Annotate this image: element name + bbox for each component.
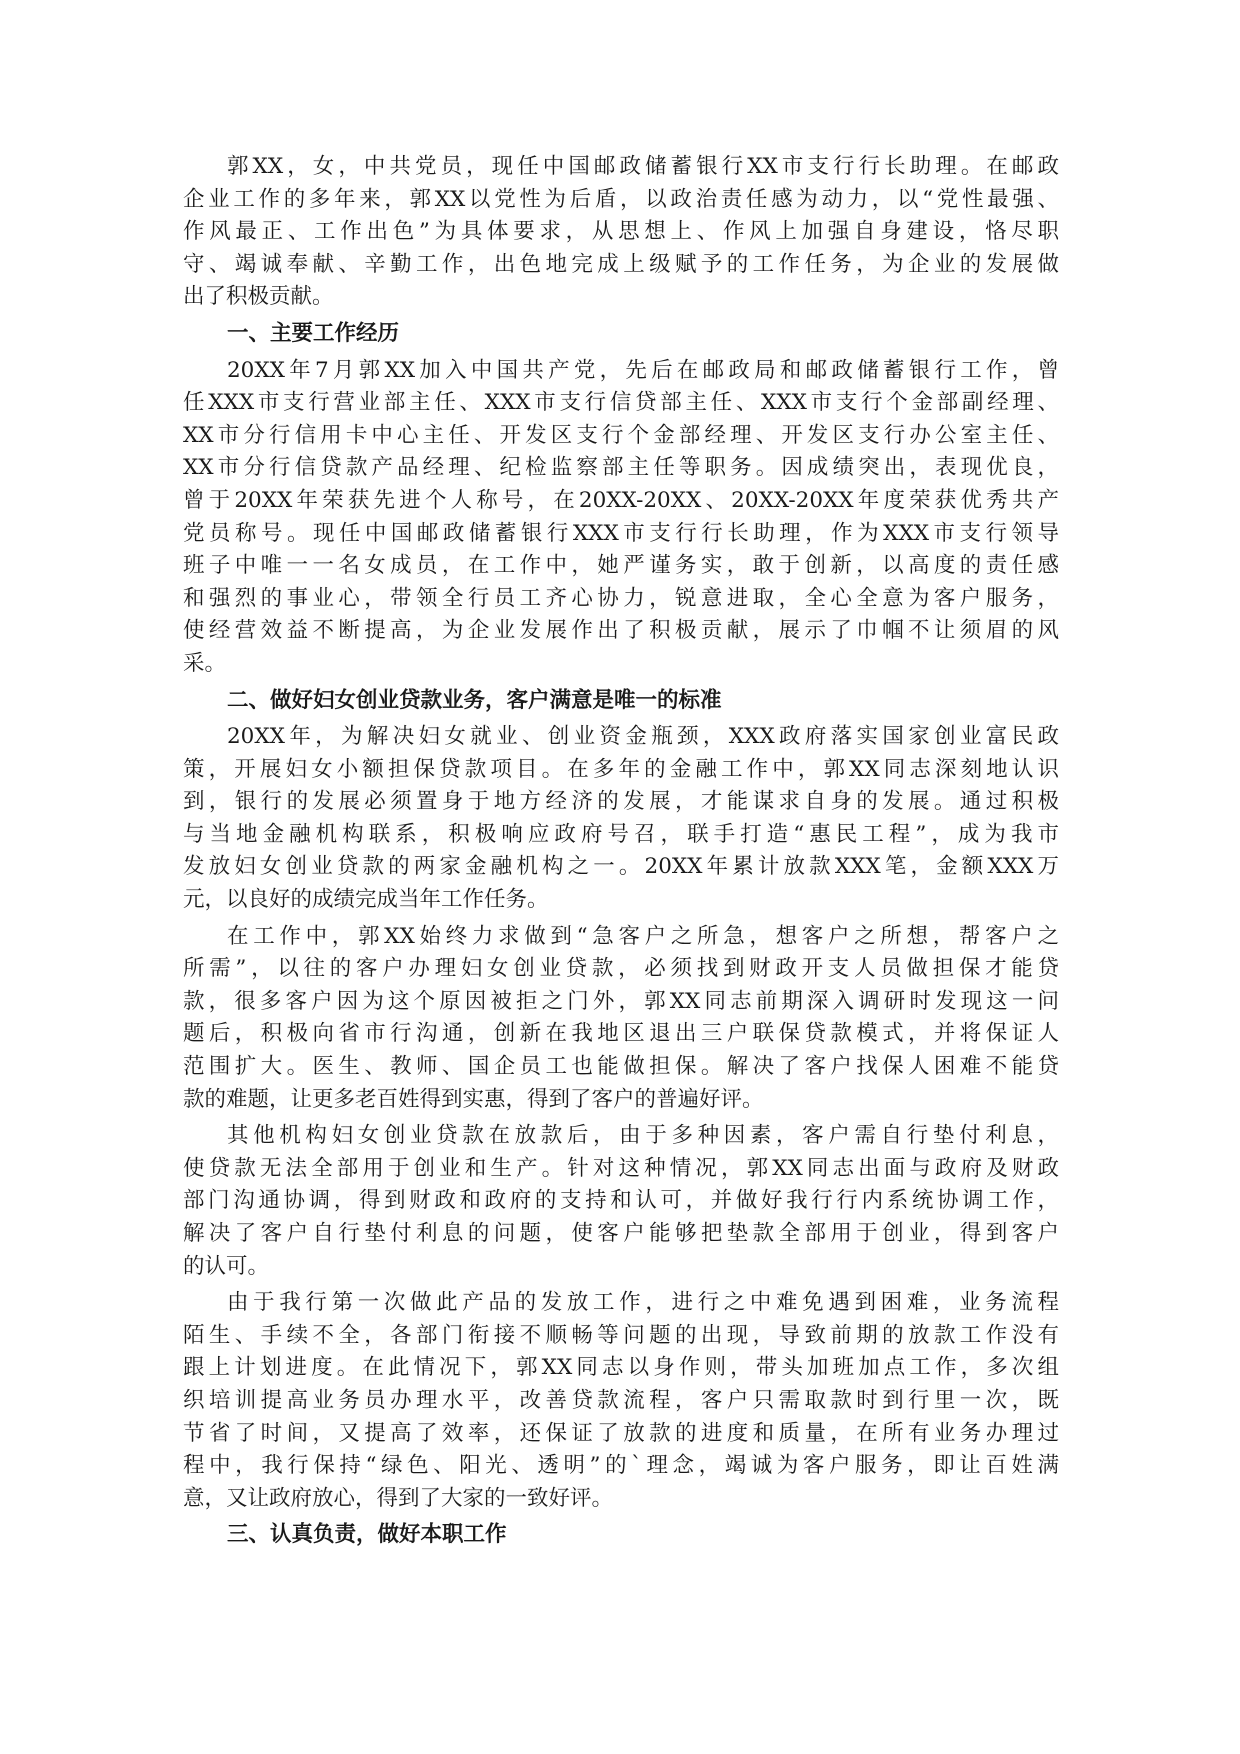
text-line: 程中，我行保持“绿色、阳光、透明”的`理念，竭诚为客户服务，即让百姓满 — [183, 1453, 1059, 1479]
text-line: 款的难题，让更多老百姓得到实惠，得到了客户的普遍好评。 — [183, 1086, 764, 1112]
text-line: 元，以良好的成绩完成当年工作任务。 — [183, 887, 549, 913]
text-line: 郭XX，女，中共党员，现任中国邮政储蓄银行XX市支行行长助理。在邮政 — [227, 154, 1059, 179]
text-line: 节省了时间，又提高了效率，还保证了放款的进度和质量，在所有业务办理过 — [183, 1420, 1059, 1446]
text-line: 党员称号。现任中国邮政储蓄银行XXX市支行行长助理，作为XXX市支行领导 — [183, 520, 1059, 546]
text-line: 使经营效益不断提高，为企业发展作出了积极贡献，展示了巾帼不让须眉的风 — [183, 618, 1059, 644]
text-line: 一、主要工作经历 — [227, 320, 400, 346]
text-line: 守、竭诚奉献、辛勤工作，出色地完成上级赋予的工作任务，为企业的发展做 — [183, 251, 1059, 277]
text-line: 部门沟通协调，得到财政和政府的支持和认可，并做好我行行内系统协调工作， — [183, 1188, 1059, 1214]
text-line: 企业工作的多年来，郭XX以党性为后盾，以政治责任感为动力，以“党性最强、 — [183, 186, 1059, 212]
body-paragraph — [183, 721, 1059, 917]
body-paragraph — [183, 1287, 1059, 1515]
text-line: 范围扩大。医生、教师、国企员工也能做担保。解决了客户找保人困难不能贷 — [183, 1054, 1059, 1080]
text-line: 使贷款无法全部用于创业和生产。针对这种情况，郭XX同志出面与政府及财政 — [183, 1155, 1059, 1181]
text-line: 采。 — [183, 650, 227, 676]
body-paragraph — [183, 355, 1059, 681]
text-line: 作风最正、工作出色”为具体要求，从思想上、作风上加强自身建设，恪尽职 — [183, 219, 1059, 245]
text-line: 陌生、手续不全，各部门衔接不顺畅等问题的出现，导致前期的放款工作没有 — [183, 1322, 1059, 1348]
text-line: 20XX年，为解决妇女就业、创业资金瓶颈，XXX政府落实国家创业富民政 — [227, 724, 1059, 750]
text-line: 任XXX市支行营业部主任、XXX市支行信贷部主任、XXX市支行个金部副经理、 — [183, 390, 1059, 416]
text-line: 二、做好妇女创业贷款业务，客户满意是唯一的标准 — [227, 687, 722, 713]
text-line: 出了积极贡献。 — [183, 284, 334, 310]
text-line: 曾于20XX年荣获先进个人称号，在20XX-20XX、20XX-20XX年度荣获优秀共产 — [183, 487, 1059, 513]
text-line: 到，银行的发展必须置身于地方经济的发展，才能谋求自身的发展。通过积极 — [183, 789, 1059, 815]
text-line: 跟上计划进度。在此情况下，郭XX同志以身作则，带头加班加点工作，多次组 — [183, 1355, 1059, 1381]
section-heading — [183, 318, 1059, 351]
text-line: 织培训提高业务员办理水平，改善贷款流程，客户只需取款时到行里一次，既 — [183, 1387, 1059, 1413]
text-line: 题后，积极向省市行沟通，创新在我地区退出三户联保贷款模式，并将保证人 — [183, 1021, 1059, 1047]
text-line: 款，很多客户因为这个原因被拒之门外，郭XX同志前期深入调研时发现这一问 — [183, 988, 1059, 1014]
text-line: XX市分行信贷款产品经理、纪检监察部主任等职务。因成绩突出，表现优良， — [183, 455, 1059, 481]
body-paragraph — [183, 1120, 1059, 1283]
text-line: 其他机构妇女创业贷款在放款后，由于多种因素，客户需自行垫付利息， — [227, 1123, 1059, 1149]
document-page — [183, 151, 1059, 1556]
section-heading — [183, 1519, 1059, 1552]
text-line: 的认可。 — [183, 1253, 270, 1279]
body-paragraph — [183, 921, 1059, 1117]
text-line: 班子中唯一一名女成员，在工作中，她严谨务实，敢于创新，以高度的责任感 — [183, 553, 1059, 579]
text-line: 所需”，以往的客户办理妇女创业贷款，必须找到财政开支人员做担保才能贷 — [183, 956, 1059, 982]
text-line: 在工作中，郭XX始终力求做到“急客户之所急，想客户之所想，帮客户之 — [227, 923, 1059, 949]
body-paragraph — [183, 151, 1059, 314]
text-line: 三、认真负责，做好本职工作 — [227, 1522, 507, 1548]
section-heading — [183, 685, 1059, 718]
text-line: 和强烈的事业心，带领全行员工齐心协力，锐意进取，全心全意为客户服务， — [183, 585, 1059, 611]
text-line: 20XX年7月郭XX加入中国共产党，先后在邮政局和邮政储蓄银行工作，曾 — [227, 357, 1059, 383]
text-line: 发放妇女创业贷款的两家金融机构之一。20XX年累计放款XXX笔，金额XXX万 — [183, 854, 1059, 880]
text-line: 解决了客户自行垫付利息的问题，使客户能够把垫款全部用于创业，得到客户 — [183, 1221, 1059, 1246]
text-line: 策，开展妇女小额担保贷款项目。在多年的金融工作中，郭XX同志深刻地认识 — [183, 756, 1059, 782]
text-line: 意，又让政府放心，得到了大家的一致好评。 — [183, 1485, 614, 1511]
text-line: XX市分行信用卡中心主任、开发区支行个金部经理、开发区支行办公室主任、 — [183, 422, 1059, 448]
text-line: 与当地金融机构联系，积极响应政府号召，联手打造“惠民工程”，成为我市 — [183, 821, 1059, 847]
text-line: 由于我行第一次做此产品的发放工作，进行之中难免遇到困难，业务流程 — [227, 1290, 1059, 1316]
